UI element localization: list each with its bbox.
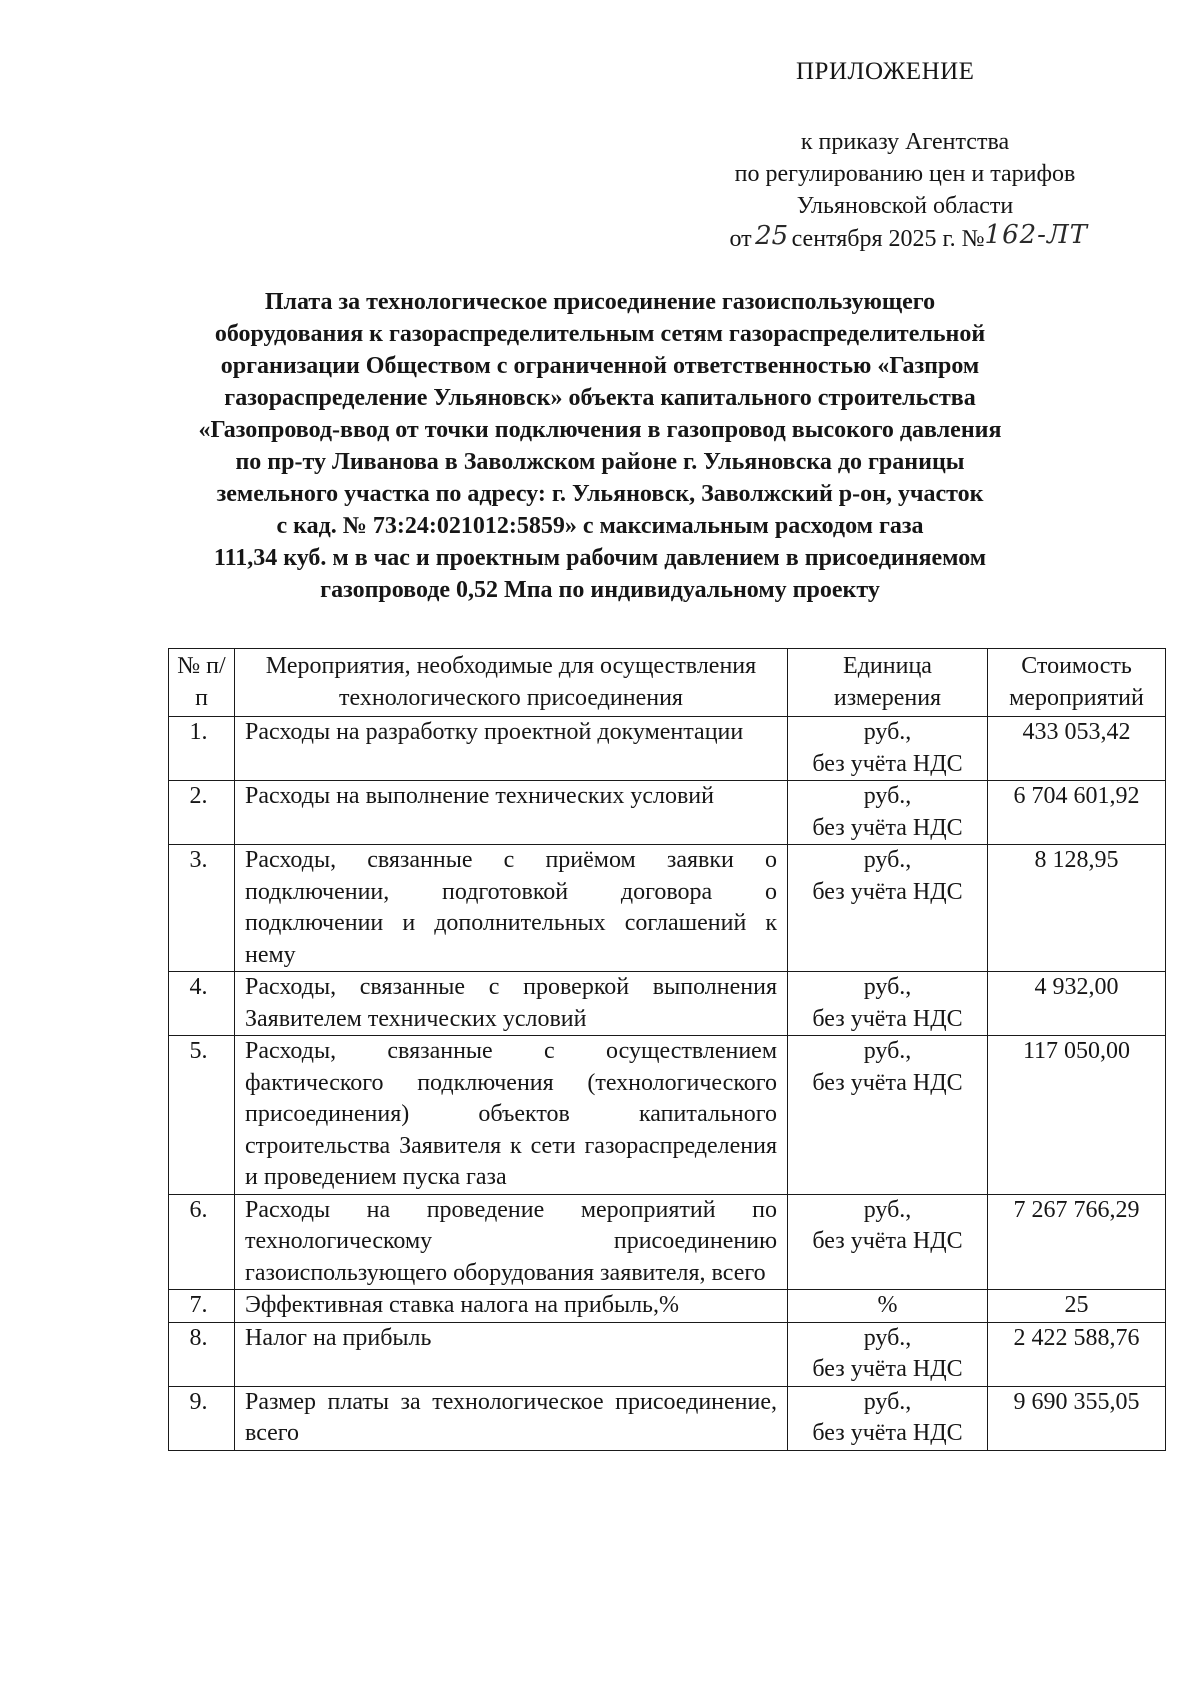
row-cost: 25 <box>988 1290 1166 1323</box>
cost-table <box>168 648 1166 1451</box>
unit-line: руб., <box>863 974 912 1000</box>
unit-line: без учёта НДС <box>812 1228 963 1254</box>
row-unit <box>788 1386 988 1450</box>
row-event: Налог на прибыль <box>235 1322 788 1386</box>
row-num: 5. <box>169 1036 235 1195</box>
row-num: 9. <box>169 1386 235 1450</box>
header-num: № п/п <box>169 649 235 717</box>
table-row <box>169 1386 1166 1450</box>
unit-line: руб., <box>863 1038 912 1064</box>
row-unit <box>788 717 988 781</box>
row-cost: 117 050,00 <box>988 1036 1166 1195</box>
title-line: оборудования к газораспределительным сетям газораспределительной <box>214 321 986 347</box>
order-line: Ульяновской области <box>796 193 1014 219</box>
row-unit <box>788 845 988 972</box>
row-cost: 9 690 355,05 <box>988 1386 1166 1450</box>
row-event: Расходы, связанные с приёмом заявки о подключении, подготовкой договора о подключении и дополнительных соглашений к нему <box>235 845 788 972</box>
row-event: Расходы на проведение мероприятий по технологическому присоединению газоиспользующего оборудования заявителя, всего <box>235 1194 788 1290</box>
title-line: газораспределение Ульяновск» объекта капитального строительства <box>224 385 976 411</box>
row-event: Расходы, связанные с осуществлением фактического подключения (технологического присоединения) объектов капитального строительства Заявителя к сети газораспределения и проведением пуска газа <box>235 1036 788 1195</box>
unit-line: руб., <box>863 783 912 809</box>
order-date-line <box>670 222 1140 255</box>
table-row <box>169 781 1166 845</box>
title-line: газопроводе 0,52 Мпа по индивидуальному проекту <box>320 577 880 603</box>
header-event: Мероприятия, необходимые для осуществления технологического присоединения <box>235 649 788 717</box>
title-line: земельного участка по адресу: г. Ульяновск, Заволжский р-он, участок <box>216 481 984 507</box>
row-num: 6. <box>169 1194 235 1290</box>
table-row <box>169 972 1166 1036</box>
row-unit <box>788 1322 988 1386</box>
title-line: организации Обществом с ограниченной ответственностью «Газпром <box>220 353 980 379</box>
order-line: по регулированию цен и тарифов <box>734 161 1076 187</box>
table-row <box>169 1290 1166 1323</box>
row-num: 8. <box>169 1322 235 1386</box>
appendix-heading: ПРИЛОЖЕНИЕ <box>796 58 975 85</box>
header-cost: Стоимость мероприятий <box>988 649 1166 717</box>
row-event: Расходы, связанные с проверкой выполнения Заявителем технических условий <box>235 972 788 1036</box>
unit-line: руб., <box>863 1324 912 1351</box>
row-cost: 433 053,42 <box>988 717 1166 781</box>
unit-line: без учёта НДС <box>812 814 963 841</box>
table-row <box>169 845 1166 972</box>
row-event: Расходы на разработку проектной документации <box>235 717 788 781</box>
row-cost: 6 704 601,92 <box>988 781 1166 845</box>
title-line: по пр-ту Ливанова в Заволжском районе г. Ульяновска до границы <box>235 449 965 475</box>
unit-line: руб., <box>863 1196 912 1223</box>
title-line: «Газопровод-ввод от точки подключения в газопровод высокого давления <box>198 417 1002 443</box>
row-unit <box>788 1290 988 1323</box>
header-unit: Единица измерения <box>788 649 988 717</box>
table-header-row <box>169 649 1166 717</box>
row-unit <box>788 781 988 845</box>
row-num: 3. <box>169 845 235 972</box>
row-num: 1. <box>169 717 235 781</box>
row-cost: 8 128,95 <box>988 845 1166 972</box>
row-num: 4. <box>169 972 235 1036</box>
row-event: Эффективная ставка налога на прибыль,% <box>235 1290 788 1323</box>
row-num: 7. <box>169 1290 235 1323</box>
unit-line: без учёта НДС <box>812 878 963 905</box>
table-row <box>169 717 1166 781</box>
date-prefix: от <box>729 226 752 252</box>
row-cost: 2 422 588,76 <box>988 1322 1166 1386</box>
unit-line: без учёта НДС <box>812 1005 963 1032</box>
title-line: Плата за технологическое присоединение газоиспользующего <box>264 289 936 315</box>
unit-line: руб., <box>863 719 912 745</box>
row-unit <box>788 1194 988 1290</box>
title-line: с кад. № 73:24:021012:5859» с максимальным расходом газа <box>276 513 924 539</box>
table-row <box>169 1194 1166 1290</box>
unit-line: без учёта НДС <box>812 1069 963 1096</box>
title-line: 111,34 куб. м в час и проектным рабочим давлением в присоединяемом <box>213 545 987 571</box>
unit-line: руб., <box>863 847 912 873</box>
order-line: к приказу Агентства <box>800 129 1010 155</box>
row-num: 2. <box>169 781 235 845</box>
unit-line: % <box>877 1292 898 1318</box>
date-text: сентября 2025 г. № <box>791 226 985 252</box>
table-row <box>169 1036 1166 1195</box>
order-reference <box>670 126 1140 255</box>
row-unit <box>788 1036 988 1195</box>
row-unit <box>788 972 988 1036</box>
unit-line: без учёта НДС <box>812 1356 963 1382</box>
handwritten-day: 25 <box>755 221 789 251</box>
table-row <box>169 1322 1166 1386</box>
row-cost: 4 932,00 <box>988 972 1166 1036</box>
unit-line: без учёта НДС <box>812 750 963 777</box>
row-cost: 7 267 766,29 <box>988 1194 1166 1290</box>
document-title <box>120 286 1080 606</box>
row-event: Размер платы за технологическое присоединение, всего <box>235 1386 788 1450</box>
handwritten-order-number: 162-ЛТ <box>984 220 1088 250</box>
unit-line: руб., <box>863 1388 912 1415</box>
row-event: Расходы на выполнение технических условий <box>235 781 788 845</box>
unit-line: без учёта НДС <box>812 1420 963 1446</box>
